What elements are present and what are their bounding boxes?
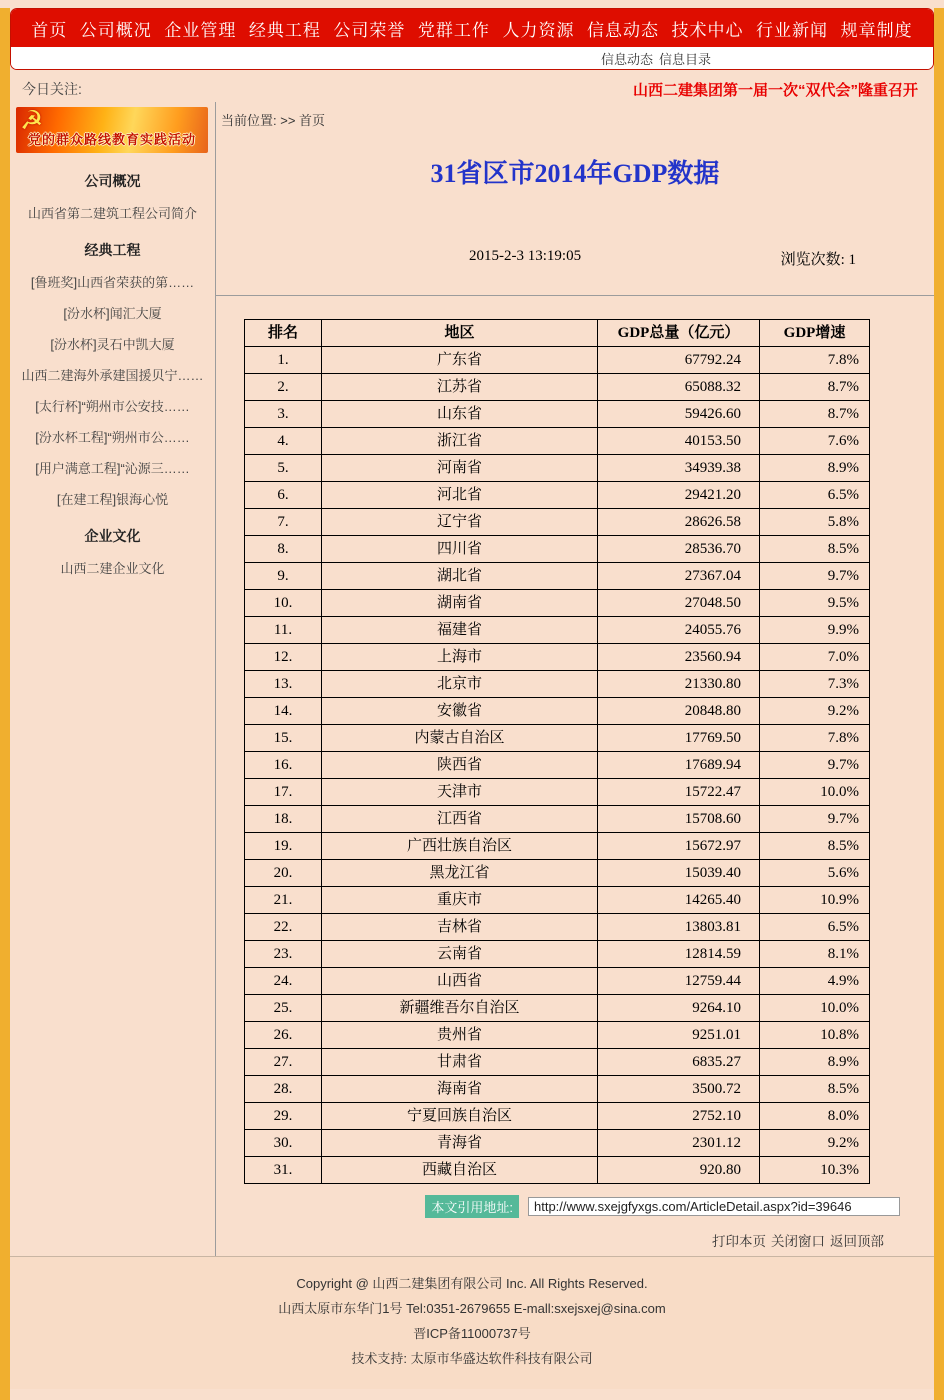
view-count: 浏览次数: 1	[780, 252, 856, 268]
table-cell: 山西省	[322, 968, 598, 995]
table-cell: 18.	[245, 806, 322, 833]
table-cell: 25.	[245, 995, 322, 1022]
table-cell: 河南省	[322, 455, 598, 482]
cite-row	[216, 1195, 900, 1218]
table-row	[245, 509, 870, 536]
table-cell: 新疆维吾尔自治区	[322, 995, 598, 1022]
table-row	[245, 725, 870, 752]
table-cell: 10.9%	[760, 887, 870, 914]
sidebar-sections	[10, 171, 215, 577]
table-row	[245, 914, 870, 941]
table-cell: 920.80	[598, 1157, 760, 1184]
article-meta	[216, 248, 934, 269]
table-header-cell: GDP增速	[760, 320, 870, 347]
table-cell: 8.1%	[760, 941, 870, 968]
table-row	[245, 428, 870, 455]
table-cell: 7.3%	[760, 671, 870, 698]
footer-line: 山西太原市东华门1号 Tel:0351-2679655 E-mall:sxejsxej@sina.com	[278, 1301, 666, 1316]
table-cell: 天津市	[322, 779, 598, 806]
sidebar-section	[10, 526, 215, 577]
table-cell: 10.0%	[760, 995, 870, 1022]
table-cell: 9.2%	[760, 1130, 870, 1157]
table-cell: 2.	[245, 374, 322, 401]
sidebar-link[interactable]: [太行杯]“朔州市公安技……	[35, 399, 190, 414]
table-row	[245, 671, 870, 698]
table-row	[245, 536, 870, 563]
table-cell: 20.	[245, 860, 322, 887]
table-cell: 8.5%	[760, 833, 870, 860]
table-row	[245, 644, 870, 671]
table-cell: 11.	[245, 617, 322, 644]
subnav-link[interactable]: 信息目录	[659, 51, 712, 67]
table-cell: 辽宁省	[322, 509, 598, 536]
table-cell: 7.6%	[760, 428, 870, 455]
table-cell: 6.5%	[760, 482, 870, 509]
cite-url-input[interactable]	[528, 1197, 900, 1216]
table-cell: 15039.40	[598, 860, 760, 887]
table-cell: 9.2%	[760, 698, 870, 725]
table-cell: 28.	[245, 1076, 322, 1103]
table-row	[245, 374, 870, 401]
table-cell: 8.5%	[760, 1076, 870, 1103]
table-cell: 7.8%	[760, 725, 870, 752]
sidebar-link[interactable]: 山西二建海外承建国援贝宁……	[21, 368, 204, 383]
table-row	[245, 455, 870, 482]
table-cell: 3.	[245, 401, 322, 428]
sidebar-section	[10, 171, 215, 222]
sidebar-section-title: 企业文化	[84, 528, 141, 544]
table-cell: 6.	[245, 482, 322, 509]
table-cell: 29.	[245, 1103, 322, 1130]
table-cell: 17.	[245, 779, 322, 806]
table-cell: 24.	[245, 968, 322, 995]
table-row	[245, 860, 870, 887]
sidebar-link[interactable]: [汾水杯工程]“朔州市公……	[35, 430, 190, 445]
table-cell: 17769.50	[598, 725, 760, 752]
table-cell: 青海省	[322, 1130, 598, 1157]
table-cell: 22.	[245, 914, 322, 941]
subnav-link[interactable]: 信息动态	[601, 51, 654, 67]
table-cell: 宁夏回族自治区	[322, 1103, 598, 1130]
footer	[10, 1256, 934, 1389]
sidebar-link[interactable]: [鲁班奖]山西省荣获的第……	[30, 275, 195, 290]
table-cell: 10.8%	[760, 1022, 870, 1049]
table-cell: 28626.58	[598, 509, 760, 536]
sidebar-link[interactable]: [在建工程]银海心悦	[56, 492, 169, 507]
table-header-cell: 地区	[322, 320, 598, 347]
table-cell: 陕西省	[322, 752, 598, 779]
table-cell: 12814.59	[598, 941, 760, 968]
table-cell: 8.9%	[760, 1049, 870, 1076]
nav-item[interactable]: 企业管理	[164, 20, 237, 40]
table-cell: 40153.50	[598, 428, 760, 455]
sidebar-section-title: 公司概况	[84, 173, 141, 189]
sidebar-link[interactable]: [汾水杯]闻汇大厦	[63, 306, 162, 321]
table-cell: 8.7%	[760, 401, 870, 428]
table-cell: 13803.81	[598, 914, 760, 941]
footer-line: 晋ICP备11000737号	[413, 1326, 531, 1341]
table-cell: 10.0%	[760, 779, 870, 806]
action-link[interactable]: 关闭窗口	[771, 1234, 825, 1249]
table-cell: 67792.24	[598, 347, 760, 374]
table-cell: 6835.27	[598, 1049, 760, 1076]
table-cell: 2752.10	[598, 1103, 760, 1130]
sidebar	[10, 102, 215, 1256]
table-cell: 30.	[245, 1130, 322, 1157]
table-cell: 9.7%	[760, 752, 870, 779]
table-cell: 2301.12	[598, 1130, 760, 1157]
table-cell: 吉林省	[322, 914, 598, 941]
table-cell: 9264.10	[598, 995, 760, 1022]
table-cell: 17689.94	[598, 752, 760, 779]
table-row	[245, 887, 870, 914]
table-cell: 19.	[245, 833, 322, 860]
table-cell: 湖北省	[322, 563, 598, 590]
action-link[interactable]: 返回顶部	[830, 1234, 884, 1249]
table-cell: 江西省	[322, 806, 598, 833]
table-row	[245, 995, 870, 1022]
table-row	[245, 590, 870, 617]
table-cell: 59426.60	[598, 401, 760, 428]
table-cell: 7.0%	[760, 644, 870, 671]
footer-line: 技术支持: 太原市华盛达软件科技有限公司	[351, 1351, 593, 1366]
table-cell: 8.0%	[760, 1103, 870, 1130]
table-cell: 黑龙江省	[322, 860, 598, 887]
table-cell: 海南省	[322, 1076, 598, 1103]
table-cell: 20848.80	[598, 698, 760, 725]
sidebar-link[interactable]: 山西二建企业文化	[60, 561, 165, 576]
table-row	[245, 752, 870, 779]
article-date: 2015-2-3 13:19:05	[469, 248, 582, 264]
table-cell: 四川省	[322, 536, 598, 563]
table-cell: 6.5%	[760, 914, 870, 941]
ticker-headline-link[interactable]: 山西二建集团第一届一次“双代会”隆重召开	[632, 81, 918, 99]
breadcrumb: 当前位置: >> 首页	[221, 113, 326, 128]
banner-text: 党的群众路线教育实践活动	[27, 132, 196, 147]
table-cell: 16.	[245, 752, 322, 779]
table-cell: 内蒙古自治区	[322, 725, 598, 752]
sidebar-link[interactable]: 山西省第二建筑工程公司简介	[27, 206, 197, 221]
table-cell: 28536.70	[598, 536, 760, 563]
table-cell: 23.	[245, 941, 322, 968]
nav-item[interactable]: 公司荣誉	[333, 20, 406, 40]
cite-label: 本文引用地址:	[425, 1195, 519, 1218]
table-cell: 1.	[245, 347, 322, 374]
table-cell: 湖南省	[322, 590, 598, 617]
table-cell: 9.9%	[760, 617, 870, 644]
table-cell: 9.5%	[760, 590, 870, 617]
table-cell: 甘肃省	[322, 1049, 598, 1076]
nav-item[interactable]: 规章制度	[840, 20, 913, 40]
nav-item[interactable]: 党群工作	[417, 20, 490, 40]
sidebar-section	[10, 240, 215, 508]
table-cell: 重庆市	[322, 887, 598, 914]
table-header-cell: GDP总量（亿元）	[598, 320, 760, 347]
table-cell: 13.	[245, 671, 322, 698]
nav-item[interactable]: 行业新闻	[756, 20, 829, 40]
sidebar-link[interactable]: [用户满意工程]“沁源三……	[35, 461, 190, 476]
table-cell: 4.	[245, 428, 322, 455]
table-cell: 西藏自治区	[322, 1157, 598, 1184]
table-cell: 34939.38	[598, 455, 760, 482]
table-cell: 10.3%	[760, 1157, 870, 1184]
table-row	[245, 563, 870, 590]
table-cell: 5.6%	[760, 860, 870, 887]
top-nav-box	[10, 8, 934, 70]
main-nav	[11, 9, 933, 47]
sidebar-section-title: 经典工程	[84, 242, 141, 258]
table-row	[245, 1076, 870, 1103]
table-cell: 5.8%	[760, 509, 870, 536]
table-cell: 27048.50	[598, 590, 760, 617]
table-cell: 9.7%	[760, 806, 870, 833]
nav-item[interactable]: 公司概况	[79, 20, 152, 40]
table-row	[245, 347, 870, 374]
nav-item[interactable]: 人力资源	[502, 20, 575, 40]
table-row	[245, 1130, 870, 1157]
table-cell: 山东省	[322, 401, 598, 428]
table-cell: 河北省	[322, 482, 598, 509]
main-area	[10, 102, 934, 1256]
table-cell: 9251.01	[598, 1022, 760, 1049]
table-header-row	[245, 320, 870, 347]
table-cell: 15672.97	[598, 833, 760, 860]
table-cell: 浙江省	[322, 428, 598, 455]
table-cell: 8.5%	[760, 536, 870, 563]
table-cell: 9.7%	[760, 563, 870, 590]
nav-item[interactable]: 信息动态	[586, 20, 659, 40]
table-cell: 27.	[245, 1049, 322, 1076]
table-cell: 8.	[245, 536, 322, 563]
table-cell: 26.	[245, 1022, 322, 1049]
footer-line: Copyright @ 山西二建集团有限公司 Inc. All Rights Reserved.	[296, 1276, 648, 1291]
table-row	[245, 833, 870, 860]
sub-nav	[11, 47, 933, 69]
table-cell: 9.	[245, 563, 322, 590]
table-cell: 12.	[245, 644, 322, 671]
table-row	[245, 482, 870, 509]
ticker-label: 今日关注:	[22, 81, 82, 97]
table-cell: 14265.40	[598, 887, 760, 914]
table-cell: 29421.20	[598, 482, 760, 509]
party-emblem-icon: ☭	[20, 107, 44, 135]
action-link[interactable]: 打印本页	[712, 1234, 766, 1249]
table-cell: 5.	[245, 455, 322, 482]
nav-item[interactable]: 经典工程	[248, 20, 321, 40]
table-cell: 15708.60	[598, 806, 760, 833]
table-cell: 27367.04	[598, 563, 760, 590]
page	[10, 8, 934, 1389]
table-cell: 31.	[245, 1157, 322, 1184]
table-cell: 15722.47	[598, 779, 760, 806]
divider	[216, 295, 934, 296]
table-row	[245, 806, 870, 833]
table-row	[245, 1049, 870, 1076]
table-cell: 福建省	[322, 617, 598, 644]
table-cell: 江苏省	[322, 374, 598, 401]
sidebar-link[interactable]: [汾水杯]灵石中凯大厦	[50, 337, 175, 352]
content-column	[215, 102, 934, 1256]
table-cell: 上海市	[322, 644, 598, 671]
table-cell: 北京市	[322, 671, 598, 698]
table-cell: 23560.94	[598, 644, 760, 671]
table-cell: 8.9%	[760, 455, 870, 482]
table-cell: 安徽省	[322, 698, 598, 725]
table-cell: 3500.72	[598, 1076, 760, 1103]
sidebar-banner[interactable]	[16, 107, 208, 153]
table-cell: 14.	[245, 698, 322, 725]
table-cell: 贵州省	[322, 1022, 598, 1049]
table-cell: 广西壮族自治区	[322, 833, 598, 860]
table-header-cell: 排名	[245, 320, 322, 347]
ticker-row	[10, 70, 934, 102]
gdp-table	[244, 319, 870, 1184]
table-cell: 24055.76	[598, 617, 760, 644]
table-cell: 8.7%	[760, 374, 870, 401]
table-cell: 15.	[245, 725, 322, 752]
table-row	[245, 1022, 870, 1049]
table-row	[245, 941, 870, 968]
nav-item[interactable]: 首页	[31, 20, 68, 40]
table-row	[245, 1103, 870, 1130]
table-row	[245, 1157, 870, 1184]
table-row	[245, 968, 870, 995]
article-actions	[216, 1230, 934, 1250]
table-row	[245, 617, 870, 644]
table-cell: 广东省	[322, 347, 598, 374]
table-cell: 7.	[245, 509, 322, 536]
table-cell: 12759.44	[598, 968, 760, 995]
table-cell: 21330.80	[598, 671, 760, 698]
article-title: 31省区市2014年GDP数据	[430, 159, 720, 188]
nav-item[interactable]: 技术中心	[671, 20, 744, 40]
table-row	[245, 401, 870, 428]
table-cell: 4.9%	[760, 968, 870, 995]
table-row	[245, 779, 870, 806]
table-cell: 65088.32	[598, 374, 760, 401]
table-cell: 云南省	[322, 941, 598, 968]
table-cell: 10.	[245, 590, 322, 617]
table-row	[245, 698, 870, 725]
table-cell: 21.	[245, 887, 322, 914]
table-cell: 7.8%	[760, 347, 870, 374]
